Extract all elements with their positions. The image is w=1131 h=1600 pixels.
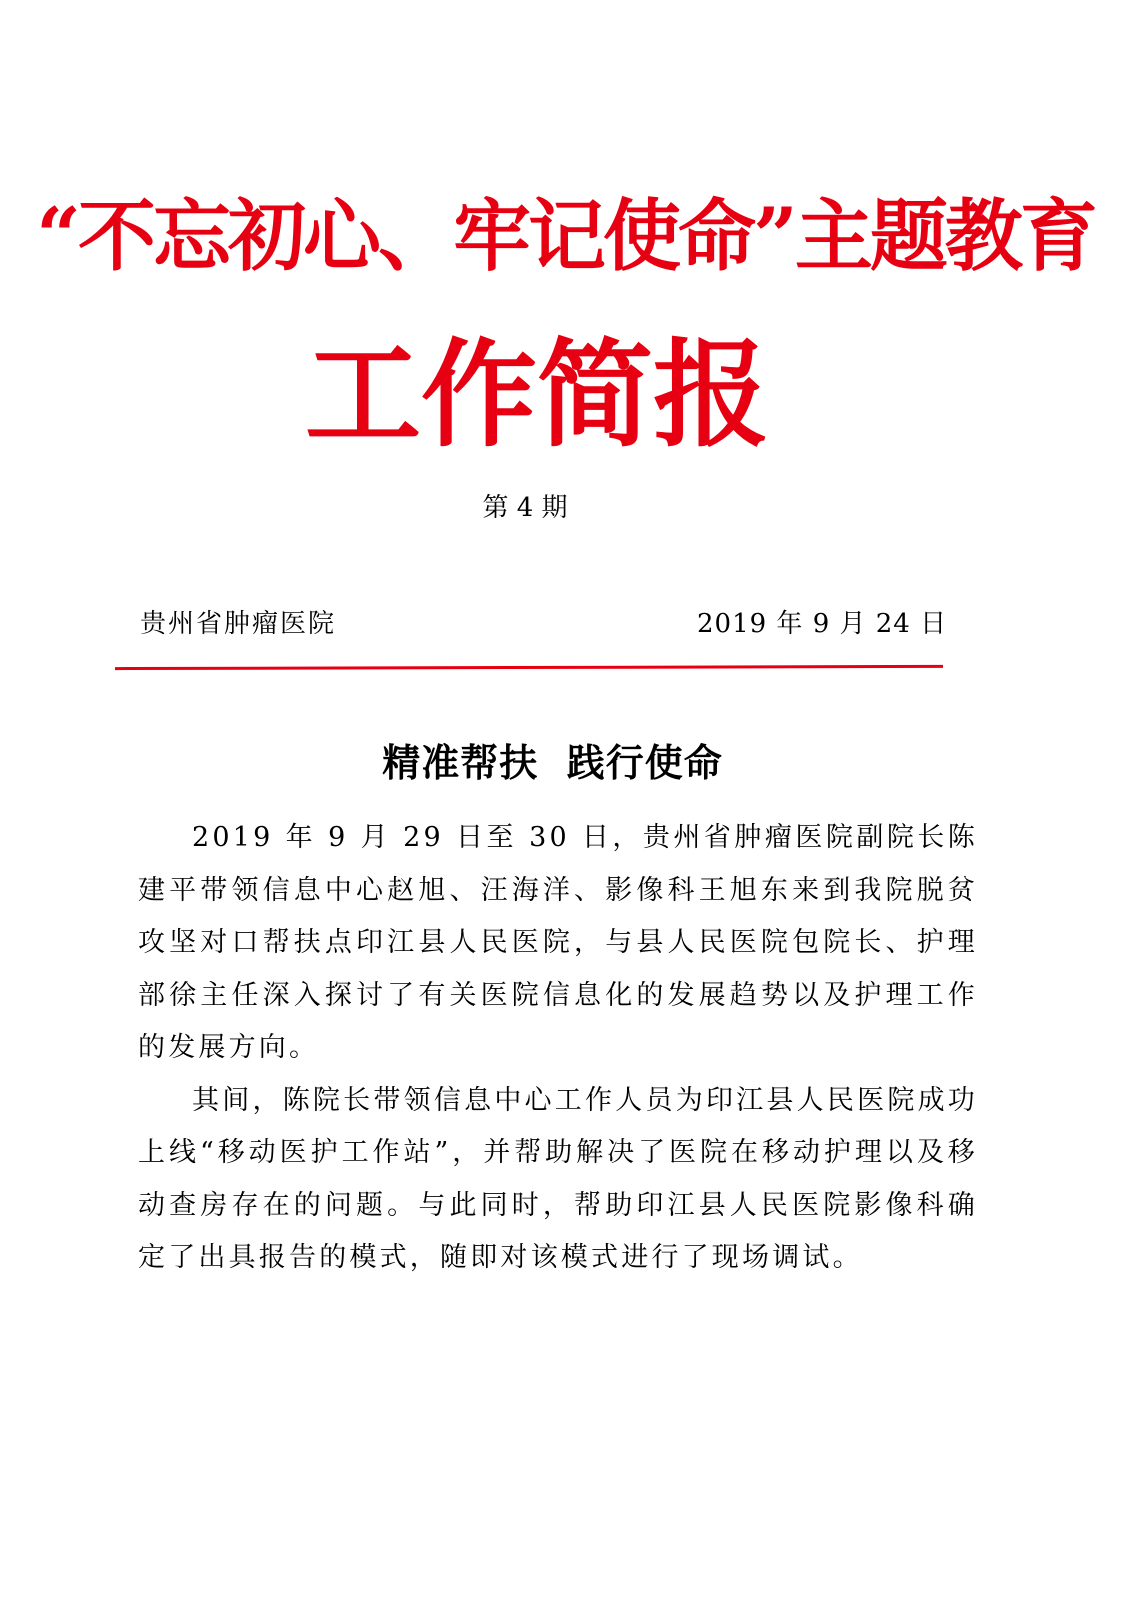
briefing-title-line2: 工作简报 <box>305 327 769 463</box>
article-paragraph-2: 其间，陈院长带领信息中心工作人员为印江县人民医院成功上线“移动医护工作站”，并帮助解决了医院在移动护理以及移动查房存在的问题。与此同时，帮助印江县人民医院影像科确定了出具报告的模式，随即对该模式进行了现场调试。 <box>138 1084 978 1273</box>
red-divider-line <box>115 665 943 670</box>
issue-number: 第 4 期 <box>482 493 568 523</box>
article-body <box>138 812 978 1285</box>
article-paragraph-1: 2019 年 9 月 29 日至 30 日，贵州省肿瘤医院副院长陈建平带领信息中心赵旭、汪海洋、影像科王旭东来到我院脱贫攻坚对口帮扶点印江县人民医院，与县人民医院包院长、护理部徐主任深入探讨了有关医院信息化的发展趋势以及护理工作的发展方向。 <box>138 822 978 1063</box>
article-title: 精准帮扶 践行使命 <box>382 740 723 785</box>
issuing-organization: 贵州省肿瘤医院 <box>140 609 337 639</box>
issue-date: 2019 年 9 月 24 日 <box>697 609 948 639</box>
briefing-title-line1: “不忘初心、牢记使命”主题教育 <box>36 191 1095 282</box>
